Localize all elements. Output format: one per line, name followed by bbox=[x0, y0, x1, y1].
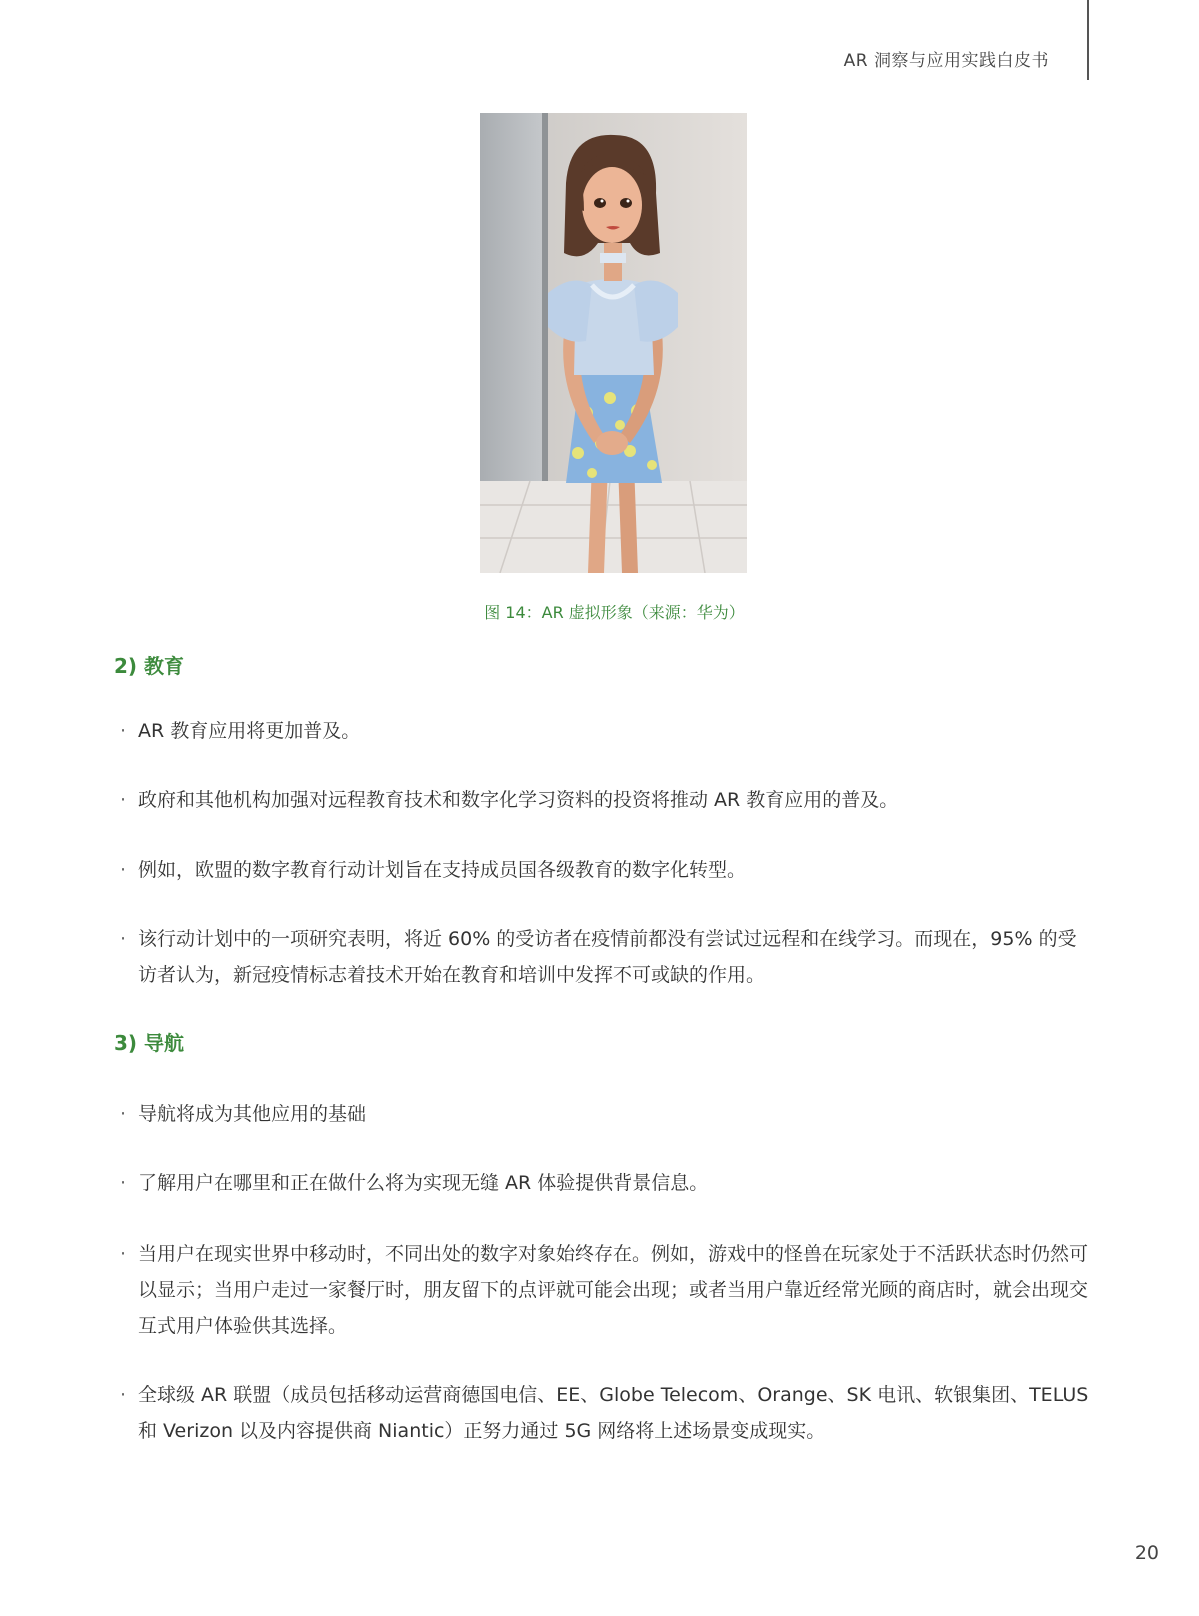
list-item-text: 政府和其他机构加强对远程教育技术和数字化学习资料的投资将推动 AR 教育应用的普及。 bbox=[138, 789, 899, 811]
bullet-marker: · bbox=[120, 1384, 127, 1406]
bullet-marker: · bbox=[120, 789, 127, 811]
header-divider bbox=[1087, 0, 1089, 80]
list-item bbox=[120, 1236, 1095, 1344]
list-item bbox=[120, 1096, 1095, 1132]
list-item-text: 全球级 AR 联盟（成员包括移动运营商德国电信、EE、Globe Telecom、Orange、SK 电讯、软银集团、TELUS 和 Verizon 以及内容提供商 Niantic）正努力通过 5G 网络将上述场景变成现实。 bbox=[138, 1384, 1089, 1442]
list-item-text: 了解用户在哪里和正在做什么将为实现无缝 AR 体验提供背景信息。 bbox=[138, 1172, 709, 1194]
list-item bbox=[120, 713, 1095, 749]
virtual-avatar-illustration-icon bbox=[480, 113, 747, 573]
list-item bbox=[120, 1377, 1095, 1449]
list-item bbox=[120, 852, 1095, 888]
list-item bbox=[120, 921, 1095, 993]
bullet-marker: · bbox=[120, 928, 127, 950]
list-item-text: 当用户在现实世界中移动时，不同出处的数字对象始终存在。例如，游戏中的怪兽在玩家处于不活跃状态时仍然可以显示；当用户走过一家餐厅时，朋友留下的点评就可能会出现；或者当用户靠近经常光顾的商店时，就会出现交互式用户体验供其选择。 bbox=[138, 1243, 1089, 1337]
bullet-marker: · bbox=[120, 1172, 127, 1194]
section-heading-navigation: 3) 导航 bbox=[114, 1031, 185, 1055]
bullet-marker: · bbox=[120, 1103, 127, 1125]
section-heading-education: 2) 教育 bbox=[114, 654, 185, 678]
list-item bbox=[120, 1165, 1095, 1201]
list-item-text: 导航将成为其他应用的基础 bbox=[138, 1103, 367, 1125]
bullet-marker: · bbox=[120, 859, 127, 881]
list-item-text: 例如，欧盟的数字教育行动计划旨在支持成员国各级教育的数字化转型。 bbox=[138, 859, 747, 881]
bullet-marker: · bbox=[120, 720, 127, 742]
list-item-text: AR 教育应用将更加普及。 bbox=[138, 720, 361, 742]
ar-avatar-figure bbox=[480, 113, 747, 573]
page-number: 20 bbox=[1134, 1542, 1159, 1564]
document-title: AR 洞察与应用实践白皮书 bbox=[843, 51, 1049, 71]
bullet-marker: · bbox=[120, 1243, 127, 1265]
list-item-text: 该行动计划中的一项研究表明，将近 60% 的受访者在疫情前都没有尝试过远程和在线学习。而现在，95% 的受访者认为，新冠疫情标志着技术开始在教育和培训中发挥不可或缺的作用。 bbox=[138, 928, 1077, 986]
list-item bbox=[120, 782, 1095, 818]
figure-caption: 图 14：AR 虚拟形象（来源：华为） bbox=[484, 603, 745, 622]
